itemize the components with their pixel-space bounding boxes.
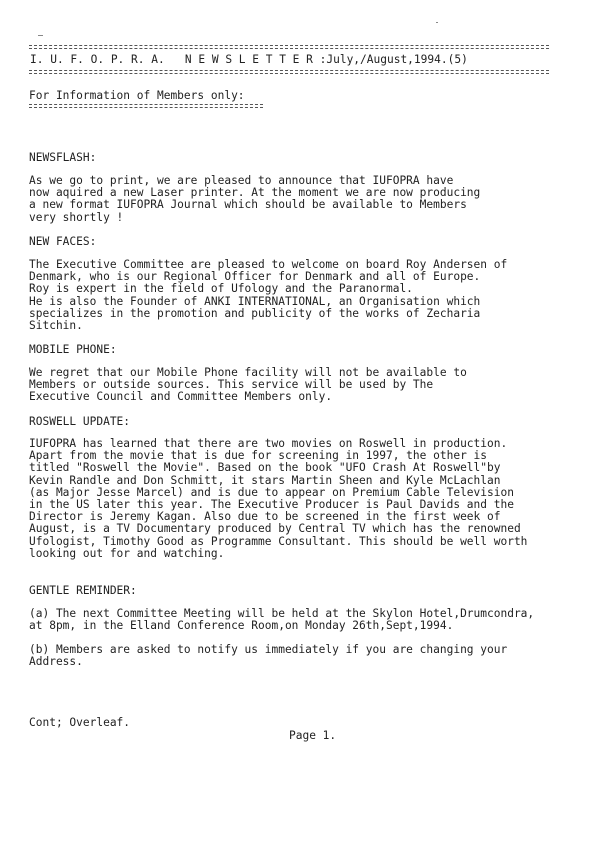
section-body-roswell-update: IUFOPRA has learned that there are two movies on Roswell in production. Apart from the movie that is due for screening in 1997, the other is titled "Roswell the Movie". Based on the book "UFO Crash At Roswell"by Kevin Randle and Don Schmitt, it stars Martin Sheen and Kyle McLachlan (as Major Jesse Marcel) and is due to appear on Premium Cable Television in the US later this year. The Executive Producer is Paul Davids and the Director is Jeremy Kagan. Also due to be screened in the first week of August, is a TV Documentary produced by Central TV which has the renowned Ufologist, Timothy Good as Programme Consultant. This should be well worth looking out for and watching. <box>29 437 528 560</box>
section-body-reminder-a: (a) The next Committee Meeting will be held at the Skylon Hotel,Drumcondra, at 8pm, in the Elland Conference Room,on Monday 26th,Sept,1994. <box>29 607 535 633</box>
section-heading-mobile-phone: MOBILE PHONE: <box>29 343 117 356</box>
masthead-title: I. U. F. O. P. R. A. N E W S L E T T E R :July,/August,1994.(5) <box>30 53 468 66</box>
section-heading-new-faces: NEW FACES: <box>29 235 97 248</box>
masthead-top-rule <box>29 45 549 49</box>
members-notice-underline <box>29 104 263 108</box>
section-body-reminder-b: (b) Members are asked to notify us immediately if you are changing your Address. <box>29 643 508 669</box>
scan-speck <box>38 35 43 36</box>
members-notice: For Information of Members only: <box>29 89 245 102</box>
continued-overleaf: Cont; Overleaf. <box>29 716 131 729</box>
scan-speck <box>436 22 438 23</box>
section-body-mobile-phone: We regret that our Mobile Phone facility will not be available to Members or outside sources. This service will be used by The Executive Council and Committee Members only. <box>29 366 467 404</box>
page-number: Page 1. <box>289 729 337 742</box>
section-heading-roswell-update: ROSWELL UPDATE: <box>29 415 131 428</box>
section-heading-gentle-reminder: GENTLE REMINDER: <box>29 584 137 597</box>
section-body-newsflash: As we go to print, we are pleased to announce that IUFOPRA have now aquired a new Laser printer. At the moment we are now producing a new format IUFOPRA Journal which should be available to Members very shortly ! <box>29 174 481 224</box>
section-body-new-faces: The Executive Committee are pleased to welcome on board Roy Andersen of Denmark, who is our Regional Officer for Denmark and all of Europe. Roy is expert in the field of Ufology and the Paranormal. He is also the Founder of ANKI INTERNATIONAL, an Organisation which specializes in the promotion and publicity of the works of Zecharia Sitchin. <box>29 258 508 333</box>
section-heading-newsflash: NEWSFLASH: <box>29 151 97 164</box>
masthead-bottom-rule <box>29 70 549 74</box>
